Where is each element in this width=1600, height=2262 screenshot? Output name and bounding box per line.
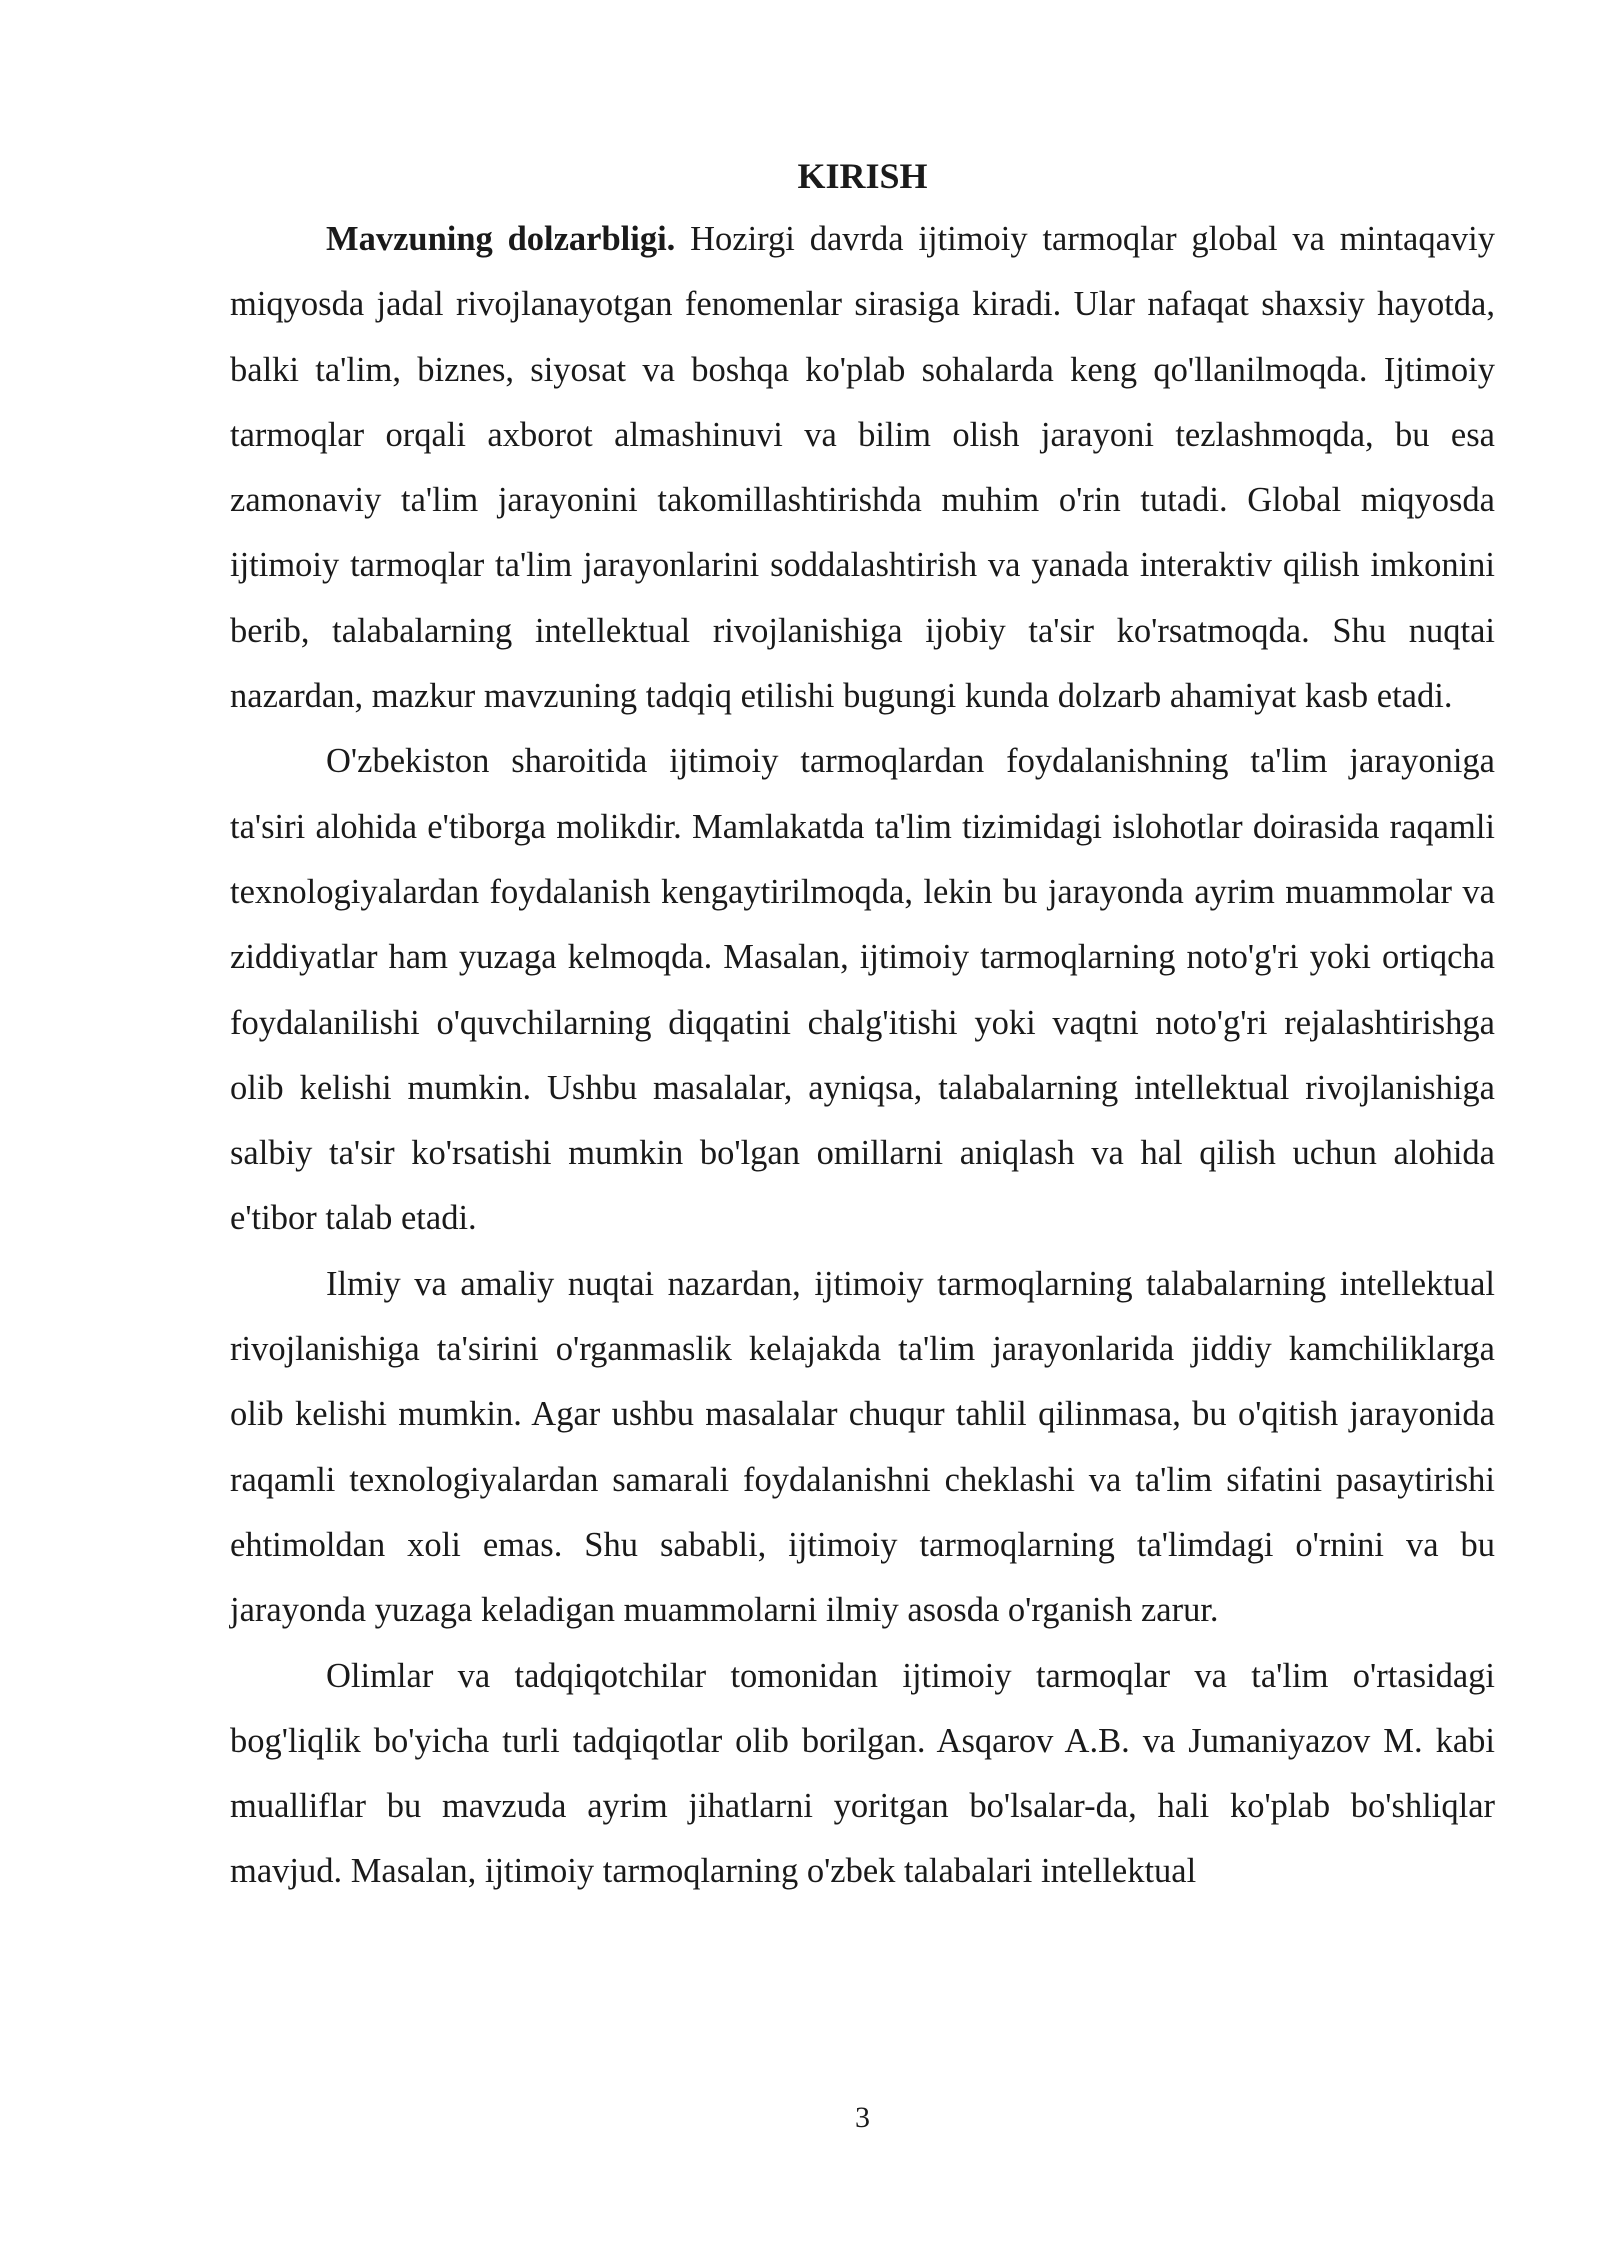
paragraph-relevance — [230, 207, 1495, 729]
paragraph-text: Olimlar va tadqiqotchilar tomonidan ijtimoiy tarmoqlar va ta'lim o'rtasidagi bog'liqlik bo'yicha turli tadqiqotlar olib borilgan. Asqarov A.B. va Jumaniyazov M. kabi mualliflar bu mavzuda ayrim jihatlarni yoritgan bo'lsalar-da, hali ko'plab bo'shliqlar mavjud. Masalan, ijtimoiy tarmoqlarning o'zbek talabalari intellektual — [230, 1656, 1495, 1891]
paragraph-uzbekistan-context — [230, 729, 1495, 1251]
paragraph-scientific-view — [230, 1252, 1495, 1644]
paragraph-text: Ilmiy va amaliy nuqtai nazardan, ijtimoiy tarmoqlarning talabalarning intellektual rivojlanishiga ta'sirini o'rganmaslik kelajakda ta'lim jarayonlarida jiddiy kamchiliklarga olib kelishi mumkin. Agar ushbu masalalar chuqur tahlil qilinmasa, bu o'qitish jarayonida raqamli texnologiyalardan samarali foydalanishni cheklashi va ta'lim sifatini pasaytirishi ehtimoldan xoli emas. Shu sababli, ijtimoiy tarmoqlarning ta'limdagi o'rnini va bu jarayonda yuzaga keladigan muammolarni ilmiy asosda o'rganish zarur. — [230, 1264, 1495, 1630]
section-heading: KIRISH — [797, 156, 928, 196]
document-body — [230, 145, 1495, 1905]
paragraph-prior-research — [230, 1644, 1495, 1905]
paragraph-text: O'zbekiston sharoitida ijtimoiy tarmoqlardan foydalanishning ta'lim jarayoniga ta'siri alohida e'tiborga molikdir. Mamlakatda ta'lim tizimidagi islohotlar doirasida raqamli texnologiyalardan foydalanish kengaytirilmoqda, lekin bu jarayonda ayrim muammolar va ziddiyatlar ham yuzaga kelmoqda. Masalan, ijtimoiy tarmoqlarning noto'g'ri yoki ortiqcha foydalanilishi o'quvchilarning diqqatini chalg'itishi yoki vaqtni noto'g'ri rejalashtirishga olib kelishi mumkin. Ushbu masalalar, ayniqsa, talabalarning intellektual rivojlanishiga salbiy ta'sir ko'rsatishi mumkin bo'lgan omillarni aniqlash va hal qilish uchun alohida e'tibor talab etadi. — [230, 742, 1495, 1238]
paragraph-text: Hozirgi davrda ijtimoiy tarmoqlar global va mintaqaviy miqyosda jadal rivojlanayotgan fenomenlar sirasiga kiradi. Ular nafaqat shaxsiy hayotda, balki ta'lim, biznes, siyosat va boshqa ko'plab sohalarda keng qo'llanilmoqda. Ijtimoiy tarmoqlar orqali axborot almashinuvi va bilim olish jarayoni tezlashmoqda, bu esa zamonaviy ta'lim jarayonini takomillashtirishda muhim o'rin tutadi. Global miqyosda ijtimoiy tarmoqlar ta'lim jarayonlarini soddalashtirish va yanada interaktiv qilish imkonini berib, talabalarning intellektual rivojlanishiga ijobiy ta'sir ko'rsatmoqda. Shu nuqtai nazardan, mazkur mavzuning tadqiq etilishi bugungi kunda dolzarb ahamiyat kasb etadi. — [230, 220, 1495, 716]
paragraph-lead-label: Mavzuning dolzarbligi. — [326, 220, 676, 258]
page-number: 3 — [855, 2101, 870, 2134]
